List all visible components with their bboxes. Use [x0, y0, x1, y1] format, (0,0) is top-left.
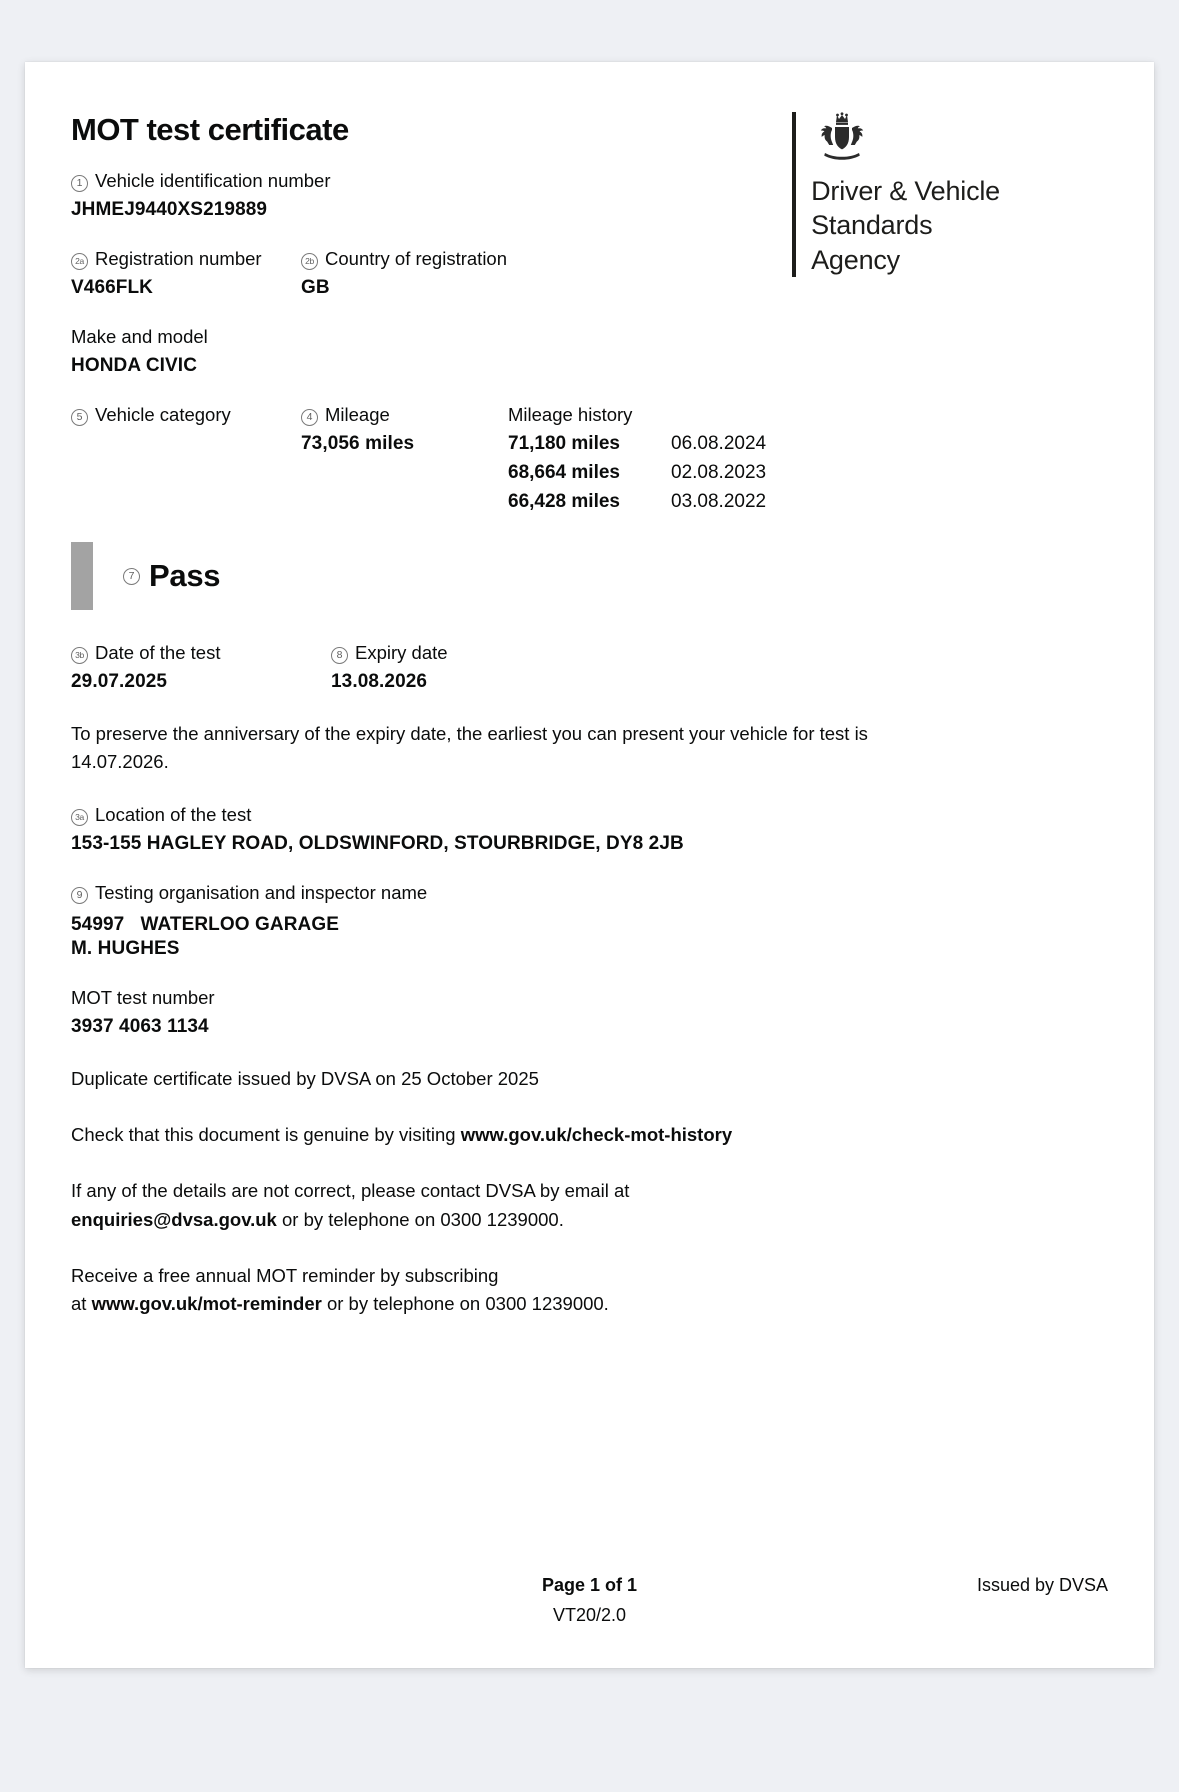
history-miles: 66,428 miles [508, 491, 620, 512]
check-mot-history-link-text: www.gov.uk/check-mot-history [460, 1124, 733, 1146]
logo-text-line2: Standards [811, 210, 933, 241]
field-mileage-value: 73,056 miles [301, 433, 415, 454]
field-location-value: 153-155 HAGLEY ROAD, OLDSWINFORD, STOURBRIDGE, DY8 2JB [71, 833, 684, 855]
field-test-number-value: 3937 4063 1134 [71, 1016, 209, 1038]
logo-text-line3: Agency [811, 244, 900, 275]
page-number: Page 1 of 1 [541, 1575, 638, 1595]
history-miles: 68,664 miles [508, 462, 620, 483]
field-country-label: 2b Country of registration [301, 248, 507, 270]
history-date: 03.08.2022 [671, 491, 767, 512]
field-mileage-label: 4 Mileage [301, 404, 508, 426]
row-mileage [71, 404, 1108, 540]
marker-2b: 2b [301, 253, 318, 270]
marker-5: 5 [71, 409, 88, 426]
result-value: Pass [149, 558, 221, 593]
dvsa-logo [792, 112, 1000, 277]
field-mileage-history-label: Mileage history [508, 404, 633, 425]
header-left [71, 110, 507, 404]
logo-body [811, 112, 1000, 277]
field-test-date-label: 3b Date of the test [71, 642, 331, 664]
field-expiry-date-value: 13.08.2026 [331, 671, 428, 692]
mot-reminder-link-text: www.gov.uk/mot-reminder [91, 1292, 322, 1314]
result-line [123, 558, 220, 594]
history-date: 06.08.2024 [671, 433, 767, 454]
field-registration [71, 248, 301, 299]
field-registration-value: V466FLK [71, 277, 154, 298]
field-country [301, 248, 507, 299]
field-vin-value: JHMEJ9440XS219889 [71, 199, 268, 220]
history-miles: 71,180 miles [508, 433, 620, 454]
row-dates [71, 642, 1108, 720]
marker-3a: 3a [71, 809, 88, 826]
field-expiry-date [331, 642, 448, 693]
reminder-note-line1: Receive a free annual MOT reminder by subscribing [71, 1264, 499, 1286]
field-mileage [301, 404, 508, 513]
field-make-model-label: Make and model [71, 326, 208, 347]
field-organisation [71, 882, 1108, 960]
reminder-note-line2: at www.gov.uk/mot-reminder or by telephone on 0300 1239000. [71, 1292, 609, 1314]
field-location-label: 3a Location of the test [71, 804, 1108, 826]
field-organisation-value-line1: 54997 WATERLOO GARAGE [71, 914, 340, 936]
mileage-history-row [508, 462, 766, 484]
logo-text-line1: Driver & Vehicle [811, 176, 1000, 206]
result-status-bar [71, 542, 93, 610]
certificate-content [71, 110, 1108, 1575]
footer-center [71, 1575, 1108, 1626]
issued-by: Issued by DVSA [976, 1575, 1108, 1595]
logo-text [811, 174, 1000, 277]
marker-1: 1 [71, 175, 88, 192]
duplicate-note: Duplicate certificate issued by DVSA on 25 October 2025 [71, 1068, 539, 1090]
field-registration-label: 2a Registration number [71, 248, 301, 270]
certificate-header [71, 110, 1108, 404]
field-vehicle-category-label: 5 Vehicle category [71, 404, 301, 426]
marker-7: 7 [123, 568, 140, 585]
reminder-note [71, 1262, 1108, 1318]
mileage-history-row [508, 433, 766, 455]
field-make-model [71, 326, 507, 377]
marker-2a: 2a [71, 253, 88, 270]
field-mileage-history [508, 404, 766, 513]
field-test-number-label: MOT test number [71, 987, 215, 1009]
contact-note-line2: enquiries@dvsa.gov.uk or by telephone on 0300 1239000. [71, 1208, 564, 1230]
field-vin-label: 1 Vehicle identification number [71, 170, 507, 192]
field-test-date-value: 29.07.2025 [71, 671, 168, 692]
dvsa-email-text: enquiries@dvsa.gov.uk [71, 1208, 277, 1230]
field-test-date [71, 642, 331, 693]
form-number: VT20/2.0 [552, 1605, 627, 1625]
page-title: MOT test certificate [71, 112, 349, 147]
contact-note-line1: If any of the details are not correct, please contact DVSA by email at [71, 1180, 630, 1202]
marker-4: 4 [301, 409, 318, 426]
test-result-banner [71, 542, 1108, 610]
field-expiry-date-label: 8 Expiry date [331, 642, 448, 664]
mileage-history-row [508, 491, 766, 513]
history-date: 02.08.2023 [671, 462, 767, 483]
check-genuine-note: Check that this document is genuine by visiting www.gov.uk/check-mot-history [71, 1124, 733, 1146]
field-country-value: GB [301, 277, 330, 298]
field-location [71, 804, 1108, 855]
field-vehicle-category [71, 404, 301, 513]
marker-8: 8 [331, 647, 348, 664]
marker-9: 9 [71, 887, 88, 904]
field-organisation-value-line2: M. HUGHES [71, 938, 180, 960]
row-registration [71, 248, 507, 326]
royal-crest-icon [813, 112, 871, 168]
contact-note [71, 1177, 1108, 1233]
logo-bar [792, 112, 796, 277]
certificate-footer [71, 1575, 1108, 1628]
marker-3b: 3b [71, 647, 88, 664]
field-make-model-value: HONDA CIVIC [71, 355, 198, 376]
field-organisation-label: 9 Testing organisation and inspector name [71, 882, 1108, 904]
field-test-number [71, 987, 1108, 1038]
certificate-card [25, 62, 1154, 1668]
anniversary-note: To preserve the anniversary of the expiry date, the earliest you can present your vehicle for test is 14.07.2026. [71, 723, 868, 773]
field-vin [71, 170, 507, 221]
